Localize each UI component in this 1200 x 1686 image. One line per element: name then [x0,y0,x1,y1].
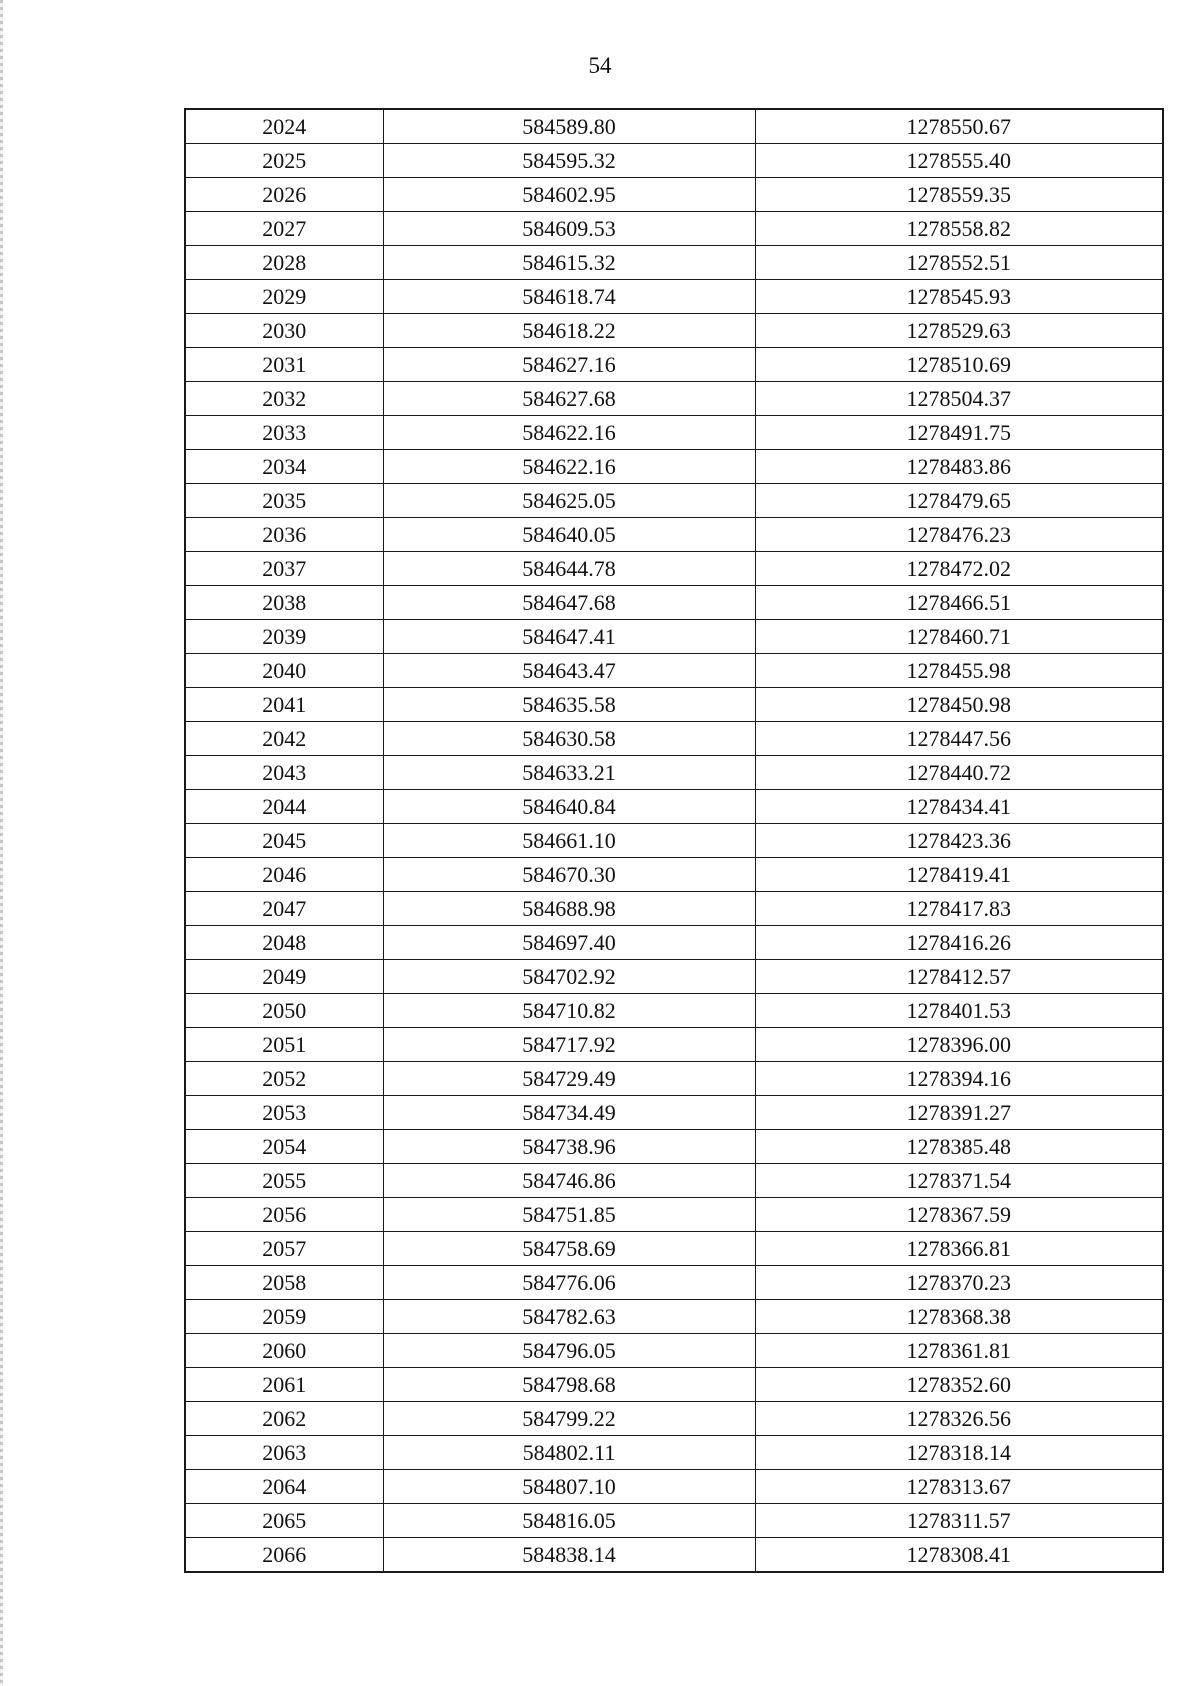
table-row [185,620,1163,654]
table-row [185,144,1163,178]
table-row [185,1028,1163,1062]
table-row [185,1198,1163,1232]
point-number-cell: 2066 [185,1538,383,1573]
x-coordinate-cell: 584618.22 [383,314,755,348]
y-coordinate-cell: 1278401.53 [755,994,1163,1028]
y-coordinate-cell: 1278371.54 [755,1164,1163,1198]
point-number-cell: 2034 [185,450,383,484]
point-number-cell: 2061 [185,1368,383,1402]
table-row [185,518,1163,552]
x-coordinate-cell: 584670.30 [383,858,755,892]
y-coordinate-cell: 1278391.27 [755,1096,1163,1130]
point-number-cell: 2040 [185,654,383,688]
table-row [185,1300,1163,1334]
y-coordinate-cell: 1278491.75 [755,416,1163,450]
y-coordinate-cell: 1278366.81 [755,1232,1163,1266]
y-coordinate-cell: 1278318.14 [755,1436,1163,1470]
x-coordinate-cell: 584838.14 [383,1538,755,1573]
x-coordinate-cell: 584647.41 [383,620,755,654]
point-number-cell: 2032 [185,382,383,416]
table-row [185,654,1163,688]
table-row [185,858,1163,892]
y-coordinate-cell: 1278504.37 [755,382,1163,416]
table-row [185,722,1163,756]
table-row [185,212,1163,246]
y-coordinate-cell: 1278558.82 [755,212,1163,246]
x-coordinate-cell: 584627.16 [383,348,755,382]
table-row [185,484,1163,518]
y-coordinate-cell: 1278510.69 [755,348,1163,382]
x-coordinate-cell: 584615.32 [383,246,755,280]
table-row [185,552,1163,586]
table-row [185,926,1163,960]
table-row [185,1538,1163,1573]
point-number-cell: 2064 [185,1470,383,1504]
x-coordinate-cell: 584595.32 [383,144,755,178]
point-number-cell: 2053 [185,1096,383,1130]
coordinate-table [184,108,1164,1573]
x-coordinate-cell: 584702.92 [383,960,755,994]
x-coordinate-cell: 584643.47 [383,654,755,688]
table-row [185,314,1163,348]
y-coordinate-cell: 1278466.51 [755,586,1163,620]
point-number-cell: 2028 [185,246,383,280]
y-coordinate-cell: 1278479.65 [755,484,1163,518]
table-row [185,824,1163,858]
point-number-cell: 2031 [185,348,383,382]
x-coordinate-cell: 584622.16 [383,416,755,450]
y-coordinate-cell: 1278450.98 [755,688,1163,722]
table-row [185,1368,1163,1402]
y-coordinate-cell: 1278472.02 [755,552,1163,586]
x-coordinate-cell: 584622.16 [383,450,755,484]
point-number-cell: 2052 [185,1062,383,1096]
coordinate-table-body [185,109,1163,1572]
point-number-cell: 2065 [185,1504,383,1538]
point-number-cell: 2033 [185,416,383,450]
y-coordinate-cell: 1278559.35 [755,178,1163,212]
y-coordinate-cell: 1278326.56 [755,1402,1163,1436]
table-row [185,756,1163,790]
y-coordinate-cell: 1278476.23 [755,518,1163,552]
point-number-cell: 2024 [185,109,383,144]
table-row [185,1334,1163,1368]
y-coordinate-cell: 1278555.40 [755,144,1163,178]
page-number: 54 [588,53,612,78]
y-coordinate-cell: 1278529.63 [755,314,1163,348]
point-number-cell: 2026 [185,178,383,212]
x-coordinate-cell: 584802.11 [383,1436,755,1470]
x-coordinate-cell: 584746.86 [383,1164,755,1198]
x-coordinate-cell: 584816.05 [383,1504,755,1538]
table-row [185,178,1163,212]
y-coordinate-cell: 1278385.48 [755,1130,1163,1164]
y-coordinate-cell: 1278440.72 [755,756,1163,790]
x-coordinate-cell: 584758.69 [383,1232,755,1266]
x-coordinate-cell: 584729.49 [383,1062,755,1096]
point-number-cell: 2045 [185,824,383,858]
point-number-cell: 2057 [185,1232,383,1266]
table-row [185,1402,1163,1436]
x-coordinate-cell: 584782.63 [383,1300,755,1334]
point-number-cell: 2043 [185,756,383,790]
table-row [185,1232,1163,1266]
x-coordinate-cell: 584618.74 [383,280,755,314]
y-coordinate-cell: 1278396.00 [755,1028,1163,1062]
y-coordinate-cell: 1278370.23 [755,1266,1163,1300]
point-number-cell: 2039 [185,620,383,654]
point-number-cell: 2025 [185,144,383,178]
y-coordinate-cell: 1278394.16 [755,1062,1163,1096]
point-number-cell: 2038 [185,586,383,620]
x-coordinate-cell: 584661.10 [383,824,755,858]
x-coordinate-cell: 584776.06 [383,1266,755,1300]
y-coordinate-cell: 1278368.38 [755,1300,1163,1334]
x-coordinate-cell: 584710.82 [383,994,755,1028]
point-number-cell: 2035 [185,484,383,518]
x-coordinate-cell: 584796.05 [383,1334,755,1368]
point-number-cell: 2056 [185,1198,383,1232]
coordinate-table-container [184,108,1162,1573]
y-coordinate-cell: 1278455.98 [755,654,1163,688]
point-number-cell: 2029 [185,280,383,314]
table-row [185,1436,1163,1470]
x-coordinate-cell: 584697.40 [383,926,755,960]
x-coordinate-cell: 584633.21 [383,756,755,790]
point-number-cell: 2036 [185,518,383,552]
x-coordinate-cell: 584644.78 [383,552,755,586]
point-number-cell: 2054 [185,1130,383,1164]
x-coordinate-cell: 584799.22 [383,1402,755,1436]
table-row [185,280,1163,314]
point-number-cell: 2058 [185,1266,383,1300]
point-number-cell: 2051 [185,1028,383,1062]
table-row [185,586,1163,620]
y-coordinate-cell: 1278423.36 [755,824,1163,858]
point-number-cell: 2060 [185,1334,383,1368]
x-coordinate-cell: 584738.96 [383,1130,755,1164]
y-coordinate-cell: 1278434.41 [755,790,1163,824]
point-number-cell: 2030 [185,314,383,348]
table-row [185,109,1163,144]
point-number-cell: 2027 [185,212,383,246]
table-row [185,382,1163,416]
point-number-cell: 2037 [185,552,383,586]
table-row [185,1164,1163,1198]
x-coordinate-cell: 584635.58 [383,688,755,722]
x-coordinate-cell: 584688.98 [383,892,755,926]
x-coordinate-cell: 584807.10 [383,1470,755,1504]
table-row [185,1062,1163,1096]
x-coordinate-cell: 584640.05 [383,518,755,552]
y-coordinate-cell: 1278311.57 [755,1504,1163,1538]
point-number-cell: 2047 [185,892,383,926]
point-number-cell: 2050 [185,994,383,1028]
table-row [185,348,1163,382]
point-number-cell: 2062 [185,1402,383,1436]
y-coordinate-cell: 1278352.60 [755,1368,1163,1402]
x-coordinate-cell: 584589.80 [383,109,755,144]
y-coordinate-cell: 1278550.67 [755,109,1163,144]
point-number-cell: 2046 [185,858,383,892]
y-coordinate-cell: 1278412.57 [755,960,1163,994]
point-number-cell: 2063 [185,1436,383,1470]
table-row [185,790,1163,824]
table-row [185,960,1163,994]
table-row [185,1504,1163,1538]
table-row [185,1096,1163,1130]
x-coordinate-cell: 584625.05 [383,484,755,518]
x-coordinate-cell: 584609.53 [383,212,755,246]
y-coordinate-cell: 1278545.93 [755,280,1163,314]
x-coordinate-cell: 584717.92 [383,1028,755,1062]
point-number-cell: 2048 [185,926,383,960]
x-coordinate-cell: 584602.95 [383,178,755,212]
table-row [185,994,1163,1028]
x-coordinate-cell: 584734.49 [383,1096,755,1130]
y-coordinate-cell: 1278417.83 [755,892,1163,926]
scan-edge [0,0,3,1686]
table-row [185,892,1163,926]
y-coordinate-cell: 1278361.81 [755,1334,1163,1368]
point-number-cell: 2041 [185,688,383,722]
table-row [185,1470,1163,1504]
table-row [185,1266,1163,1300]
point-number-cell: 2042 [185,722,383,756]
y-coordinate-cell: 1278552.51 [755,246,1163,280]
y-coordinate-cell: 1278313.67 [755,1470,1163,1504]
table-row [185,416,1163,450]
table-row [185,1130,1163,1164]
point-number-cell: 2055 [185,1164,383,1198]
y-coordinate-cell: 1278460.71 [755,620,1163,654]
y-coordinate-cell: 1278447.56 [755,722,1163,756]
table-row [185,688,1163,722]
y-coordinate-cell: 1278483.86 [755,450,1163,484]
point-number-cell: 2049 [185,960,383,994]
x-coordinate-cell: 584627.68 [383,382,755,416]
x-coordinate-cell: 584751.85 [383,1198,755,1232]
point-number-cell: 2044 [185,790,383,824]
y-coordinate-cell: 1278367.59 [755,1198,1163,1232]
x-coordinate-cell: 584798.68 [383,1368,755,1402]
table-row [185,246,1163,280]
y-coordinate-cell: 1278308.41 [755,1538,1163,1573]
point-number-cell: 2059 [185,1300,383,1334]
x-coordinate-cell: 584640.84 [383,790,755,824]
x-coordinate-cell: 584647.68 [383,586,755,620]
y-coordinate-cell: 1278416.26 [755,926,1163,960]
table-row [185,450,1163,484]
x-coordinate-cell: 584630.58 [383,722,755,756]
y-coordinate-cell: 1278419.41 [755,858,1163,892]
